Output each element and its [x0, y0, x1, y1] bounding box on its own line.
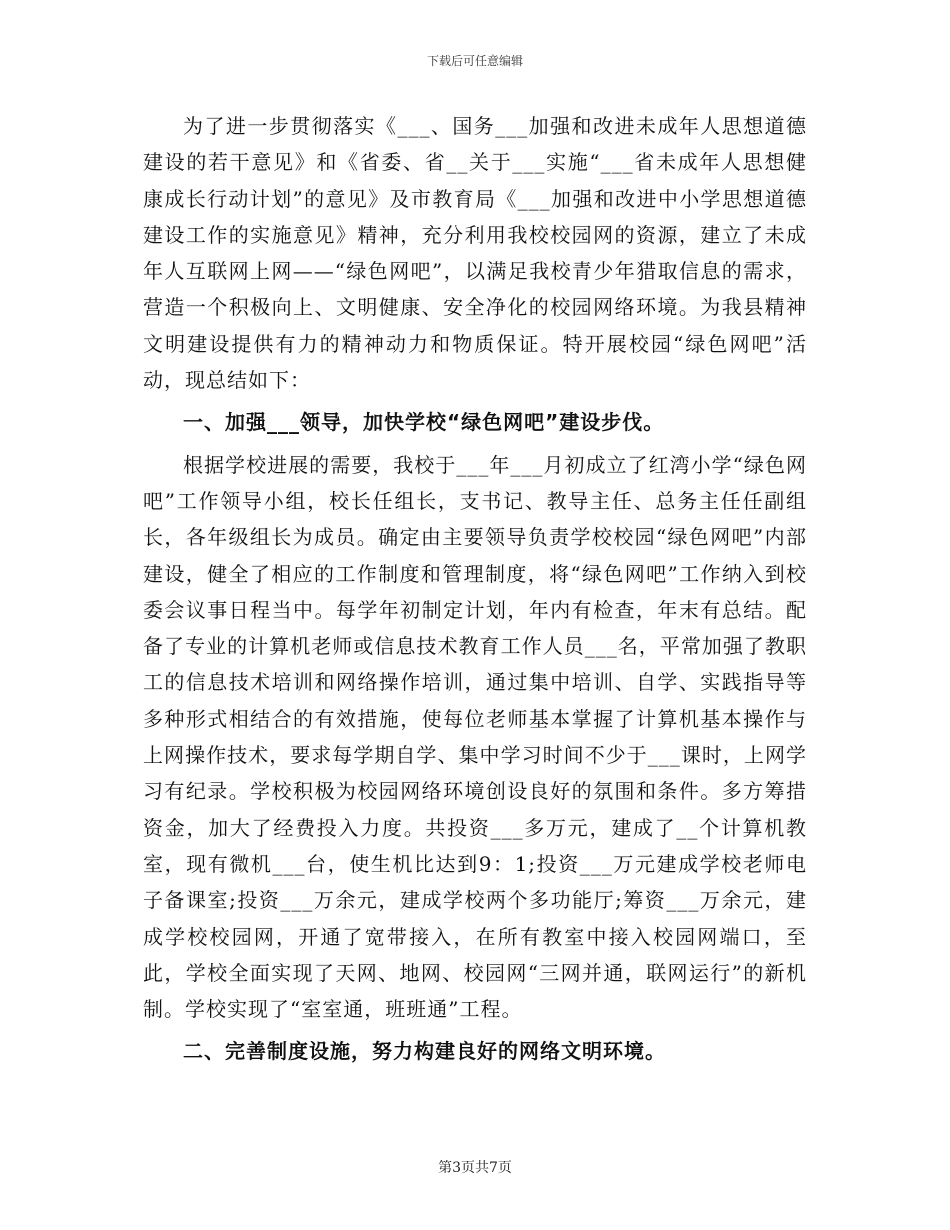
page-number: 第3页共7页 — [438, 1160, 512, 1176]
section-1-paragraph: 根据学校进展的需要，我校于___年___月初成立了红湾小学“绿色网吧”工作领导小组，校长任组长，支书记、教导主任、总务主任任副组长，各年级组长为成员。确定由主要领导负责学校校园“绿色网吧”内部建设，健全了相应的工作制度和管理制度，将“绿色网吧”工作纳入到校委会议事日程当中。每学年初制定计划，年内有检查，年末有总结。配备了专业的计算机老师或信息技术教育工作人员___名，平常加强了教职工的信息技术培训和网络操作培训，通过集中培训、自学、实践指导等多种形式相结合的有效措施，使每位老师基本掌握了计算机基本操作与上网操作技术，要求每学期自学、集中学习时间不少于___课时，上网学习有纪录。学校积极为校园网络环境创设良好的氛围和条件。多方筹措资金，加大了经费投入力度。共投资___多万元，建成了__个计算机教室，现有微机___台，使生机比达到9：1;投资___万元建成学校老师电子备课室;投资___万余元，建成学校两个多功能厅;筹资___万余元，建成学校校园网，开通了宽带接入，在所有教室中接入校园网端口，至此，学校全面实现了天网、地网、校园网“三网并通，联网运行”的新机制。学校实现了“室室通，班班通”工程。 — [143, 452, 807, 1022]
intro-paragraph: 为了进一步贯彻落实《___、国务___加强和改进未成年人思想道德建设的若干意见》和《省委、省__关于___实施“___省未成年人思想健康成长行动计划”的意见》及市教育局《___加强和改进中小学思想道德建设工作的实施意见》精神，充分利用我校校园网的资源，建立了未成年人互联网上网——“绿色网吧”，以满足我校青少年猎取信息的需求，营造一个积极向上、文明健康、安全净化的校园网络环境。为我县精神文明建设提供有力的精神动力和物质保证。特开展校园“绿色网吧”活动，现总结如下： — [143, 114, 807, 393]
section-heading-2: 二、完善制度设施，努力构建良好的网络文明环境。 — [183, 1039, 666, 1064]
section-heading-1: 一、加强___领导，加快学校“绿色网吧”建设步伐。 — [183, 410, 665, 435]
page-header-note: 下载后可任意编辑 — [426, 54, 523, 68]
document-body — [143, 108, 807, 1076]
